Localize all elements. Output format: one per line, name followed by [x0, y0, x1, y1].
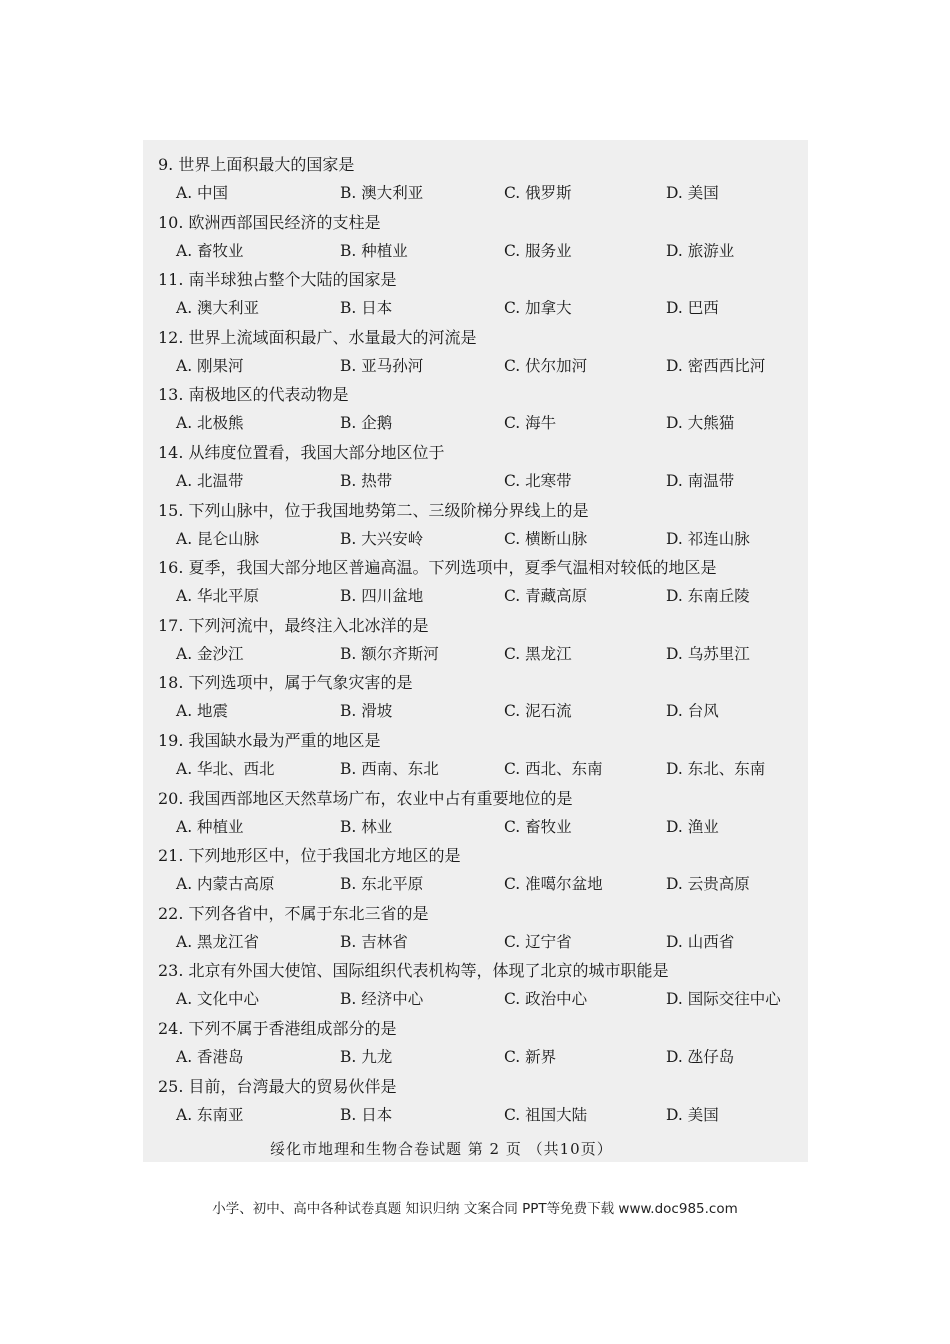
option-c: C. 伏尔加河	[504, 357, 588, 375]
option-a: A. 北温带	[176, 472, 244, 490]
option-d: D. 密西西比河	[666, 357, 766, 375]
question-stem: 22. 下列各省中，不属于东北三省的是	[158, 904, 429, 923]
option-d: D. 国际交往中心	[666, 990, 781, 1008]
option-b: B. 澳大利亚	[340, 184, 424, 202]
option-d: D. 祁连山脉	[666, 530, 750, 548]
option-row	[158, 529, 798, 549]
option-row	[158, 817, 798, 837]
option-d: D. 台风	[666, 702, 719, 720]
question-stem: 15. 下列山脉中，位于我国地势第二、三级阶梯分界线上的是	[158, 501, 589, 520]
option-row	[158, 356, 798, 376]
option-c: C. 畜牧业	[504, 818, 572, 836]
option-row	[158, 183, 798, 203]
option-a: A. 刚果河	[176, 357, 244, 375]
option-row	[158, 932, 798, 952]
option-row	[158, 874, 798, 894]
option-c: C. 加拿大	[504, 299, 572, 317]
option-b: B. 日本	[340, 1106, 393, 1124]
question-stem: 9. 世界上面积最大的国家是	[158, 155, 355, 174]
question-item	[158, 213, 798, 261]
question-item	[158, 385, 798, 433]
option-d: D. 山西省	[666, 933, 735, 951]
option-c: C. 横断山脉	[504, 530, 588, 548]
option-d: D. 大熊猫	[666, 414, 735, 432]
question-stem: 13. 南极地区的代表动物是	[158, 385, 349, 404]
option-b: B. 日本	[340, 299, 393, 317]
option-c: C. 海牛	[504, 414, 557, 432]
option-row	[158, 644, 798, 664]
option-c: C. 西北、东南	[504, 760, 603, 778]
question-item	[158, 443, 798, 491]
question-stem: 25. 目前，台湾最大的贸易伙伴是	[158, 1077, 397, 1096]
option-d: D. 东南丘陵	[666, 587, 750, 605]
option-a: A. 金沙江	[176, 645, 244, 663]
option-d: D. 乌苏里江	[666, 645, 750, 663]
option-b: B. 亚马孙河	[340, 357, 424, 375]
question-item	[158, 731, 798, 779]
question-stem: 24. 下列不属于香港组成部分的是	[158, 1019, 397, 1038]
option-row	[158, 989, 798, 1009]
option-d: D. 东北、东南	[666, 760, 766, 778]
question-stem: 14. 从纬度位置看，我国大部分地区位于	[158, 443, 445, 462]
page-footer: 绥化市地理和生物合卷试题 第 2 页 （共10页）	[270, 1140, 613, 1158]
option-b: B. 吉林省	[340, 933, 408, 951]
question-stem: 10. 欧洲西部国民经济的支柱是	[158, 213, 381, 232]
option-d: D. 云贵高原	[666, 875, 750, 893]
option-b: B. 西南、东北	[340, 760, 439, 778]
question-item	[158, 558, 798, 606]
option-c: C. 准噶尔盆地	[504, 875, 603, 893]
option-a: A. 畜牧业	[176, 242, 244, 260]
option-b: B. 东北平原	[340, 875, 424, 893]
option-a: A. 东南亚	[176, 1106, 244, 1124]
option-d: D. 氹仔岛	[666, 1048, 735, 1066]
question-stem: 11. 南半球独占整个大陆的国家是	[158, 270, 397, 289]
question-item	[158, 501, 798, 549]
option-c: C. 黑龙江	[504, 645, 572, 663]
question-stem: 23. 北京有外国大使馆、国际组织代表机构等，体现了北京的城市职能是	[158, 961, 669, 980]
option-c: C. 祖国大陆	[504, 1106, 588, 1124]
option-d: D. 旅游业	[666, 242, 735, 260]
option-b: B. 企鹅	[340, 414, 393, 432]
question-stem: 20. 我国西部地区天然草场广布，农业中占有重要地位的是	[158, 789, 573, 808]
option-a: A. 华北平原	[176, 587, 260, 605]
promo-line: 小学、初中、高中各种试卷真题 知识归纳 文案合同 PPT等免费下载 www.doc985.com	[212, 1201, 738, 1217]
option-row	[158, 701, 798, 721]
option-a: A. 昆仑山脉	[176, 530, 260, 548]
option-d: D. 巴西	[666, 299, 719, 317]
option-b: B. 经济中心	[340, 990, 424, 1008]
option-b: B. 热带	[340, 472, 393, 490]
option-row	[158, 413, 798, 433]
option-c: C. 辽宁省	[504, 933, 572, 951]
option-b: B. 种植业	[340, 242, 408, 260]
question-item	[158, 673, 798, 721]
option-row	[158, 471, 798, 491]
question-item	[158, 328, 798, 376]
question-item	[158, 155, 798, 203]
question-stem: 18. 下列选项中，属于气象灾害的是	[158, 673, 413, 692]
question-item	[158, 1019, 798, 1067]
option-a: A. 中国	[176, 184, 229, 202]
question-item	[158, 270, 798, 318]
option-c: C. 服务业	[504, 242, 572, 260]
option-row	[158, 586, 798, 606]
question-item	[158, 789, 798, 837]
option-c: C. 新界	[504, 1048, 557, 1066]
option-c: C. 泥石流	[504, 702, 572, 720]
option-row	[158, 759, 798, 779]
option-b: B. 九龙	[340, 1048, 393, 1066]
question-stem: 21. 下列地形区中，位于我国北方地区的是	[158, 846, 461, 865]
option-a: A. 内蒙古高原	[176, 875, 275, 893]
option-a: A. 种植业	[176, 818, 244, 836]
option-a: A. 华北、西北	[176, 760, 275, 778]
option-d: D. 渔业	[666, 818, 719, 836]
question-item	[158, 961, 798, 1009]
option-b: B. 额尔齐斯河	[340, 645, 439, 663]
option-b: B. 大兴安岭	[340, 530, 424, 548]
option-c: C. 政治中心	[504, 990, 588, 1008]
question-stem: 16. 夏季，我国大部分地区普遍高温。下列选项中，夏季气温相对较低的地区是	[158, 558, 717, 577]
option-d: D. 美国	[666, 184, 719, 202]
question-item	[158, 1077, 798, 1125]
option-d: D. 美国	[666, 1106, 719, 1124]
option-c: C. 俄罗斯	[504, 184, 572, 202]
question-stem: 19. 我国缺水最为严重的地区是	[158, 731, 381, 750]
option-a: A. 澳大利亚	[176, 299, 260, 317]
option-a: A. 地震	[176, 702, 229, 720]
question-stem: 17. 下列河流中，最终注入北冰洋的是	[158, 616, 429, 635]
question-item	[158, 904, 798, 952]
option-row	[158, 1105, 798, 1125]
option-a: A. 黑龙江省	[176, 933, 260, 951]
option-b: B. 林业	[340, 818, 393, 836]
option-row	[158, 298, 798, 318]
option-b: B. 滑坡	[340, 702, 393, 720]
option-c: C. 青藏高原	[504, 587, 588, 605]
question-item	[158, 846, 798, 894]
option-a: A. 文化中心	[176, 990, 260, 1008]
question-stem: 12. 世界上流域面积最广、水量最大的河流是	[158, 328, 477, 347]
option-row	[158, 241, 798, 261]
option-row	[158, 1047, 798, 1067]
option-d: D. 南温带	[666, 472, 735, 490]
option-c: C. 北寒带	[504, 472, 572, 490]
option-a: A. 香港岛	[176, 1048, 244, 1066]
option-b: B. 四川盆地	[340, 587, 424, 605]
option-a: A. 北极熊	[176, 414, 244, 432]
question-item	[158, 616, 798, 664]
